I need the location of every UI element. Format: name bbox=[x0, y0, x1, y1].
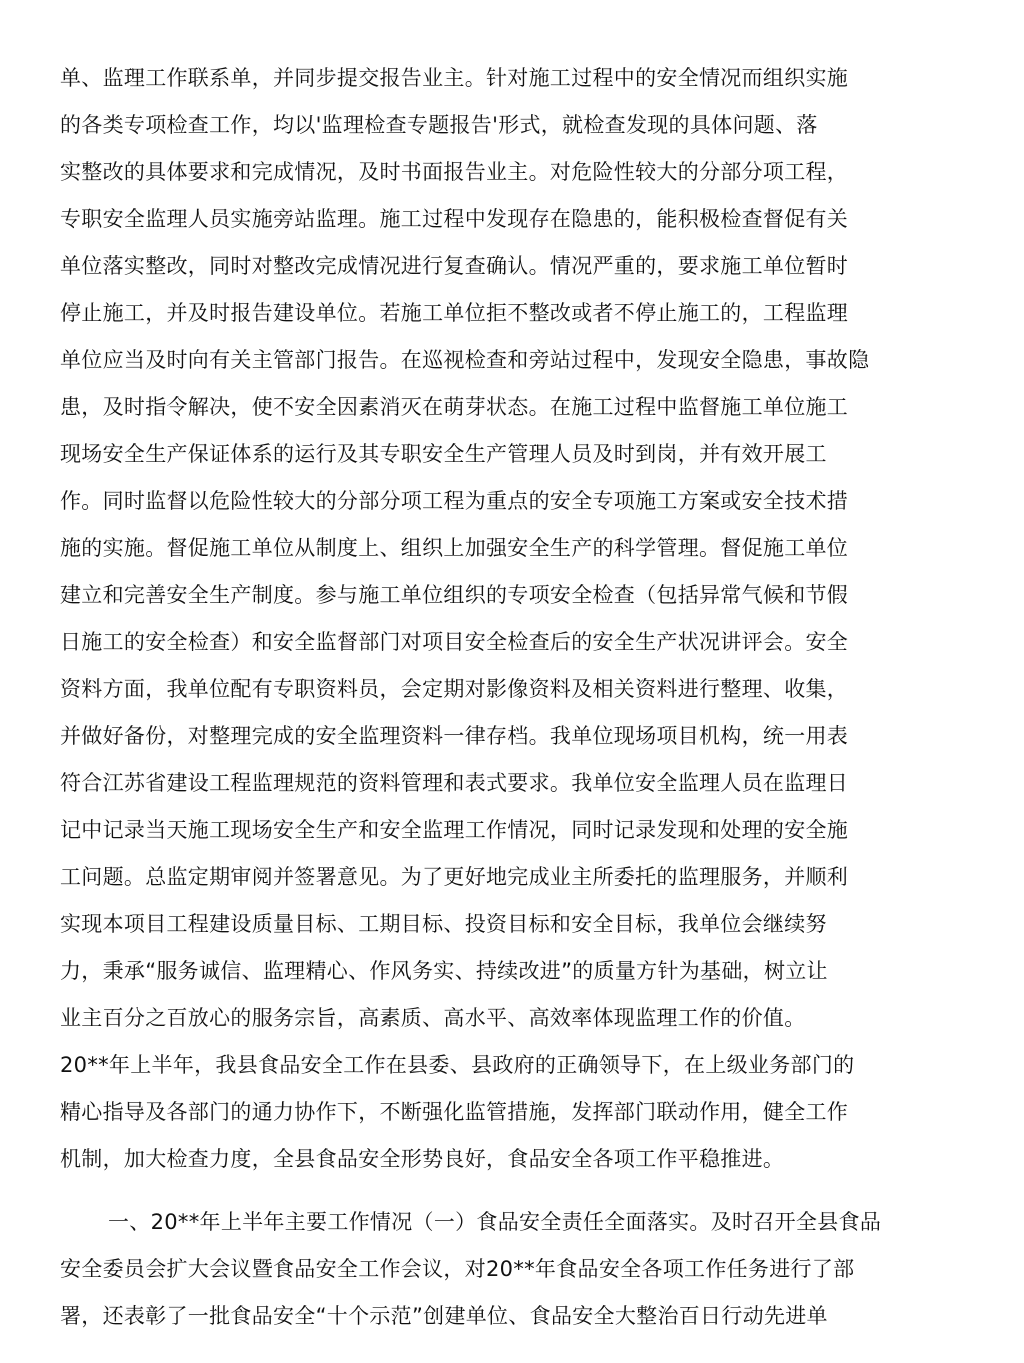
text-line-19: 实现本项目工程建设质量目标、工期目标、投资目标和安全目标，我单位会继续努 bbox=[60, 912, 827, 936]
text-line-12: 建立和完善安全生产制度。参与施工单位组织的专项安全检查（包括异常气候和节假 bbox=[60, 583, 849, 607]
text-line-23: 精心指导及各部门的通力协作下，不断强化监管措施，发挥部门联动作用，健全工作 bbox=[60, 1100, 849, 1124]
text-line-1: 单、监理工作联系单，并同步提交报告业主。针对施工过程中的安全情况而组织实施 bbox=[60, 66, 849, 90]
text-line-7: 单位应当及时向有关主管部门报告。在巡视检查和旁站过程中，发现安全隐患，事故隐 bbox=[60, 348, 870, 372]
text-line-15: 并做好备份，对整理完成的安全监理资料一律存档。我单位现场项目机构，统一用表 bbox=[60, 724, 849, 748]
text-line-25: 一、20**年上半年主要工作情况（一）食品安全责任全面落实。及时召开全县食品 bbox=[108, 1210, 882, 1234]
text-line-9: 现场安全生产保证体系的运行及其专职安全生产管理人员及时到岗，并有效开展工 bbox=[60, 442, 827, 466]
text-line-16: 符合江苏省建设工程监理规范的资料管理和表式要求。我单位安全监理人员在监理日 bbox=[60, 771, 849, 795]
text-line-3: 实整改的具体要求和完成情况，及时书面报告业主。对危险性较大的分部分项工程， bbox=[60, 160, 849, 184]
text-line-14: 资料方面，我单位配有专职资料员，会定期对影像资料及相关资料进行整理、收集， bbox=[60, 677, 849, 701]
text-line-4: 专职安全监理人员实施旁站监理。施工过程中发现存在隐患的，能积极检查督促有关 bbox=[60, 207, 849, 231]
text-line-20: 力，秉承“服务诚信、监理精心、作风务实、持续改进”的质量方针为基础，树立让 bbox=[60, 959, 828, 983]
text-line-5: 单位落实整改，同时对整改完成情况进行复查确认。情况严重的，要求施工单位暂时 bbox=[60, 254, 849, 278]
text-line-2: 的各类专项检查工作，均以'监理检查专题报告'形式，就检查发现的具体问题、落 bbox=[60, 113, 818, 137]
text-line-22: 20**年上半年，我县食品安全工作在县委、县政府的正确领导下，在上级业务部门的 bbox=[60, 1053, 855, 1077]
text-line-21: 业主百分之百放心的服务宗旨，高素质、高水平、高效率体现监理工作的价值。 bbox=[60, 1006, 806, 1030]
text-line-10: 作。同时监督以危险性较大的分部分项工程为重点的安全专项施工方案或安全技术措 bbox=[60, 489, 849, 513]
text-line-24: 机制，加大检查力度，全县食品安全形势良好，食品安全各项工作平稳推进。 bbox=[60, 1147, 785, 1171]
text-line-6: 停止施工，并及时报告建设单位。若施工单位拒不整改或者不停止施工的，工程监理 bbox=[60, 301, 849, 325]
text-line-27: 署，还表彰了一批食品安全“十个示范”创建单位、食品安全大整治百日行动先进单 bbox=[60, 1304, 828, 1328]
text-line-8: 患，及时指令解决，使不安全因素消灭在萌芽状态。在施工过程中监督施工单位施工 bbox=[60, 395, 849, 419]
text-line-13: 日施工的安全检查）和安全监督部门对项目安全检查后的安全生产状况讲评会。安全 bbox=[60, 630, 849, 654]
text-line-18: 工问题。总监定期审阅并签署意见。为了更好地完成业主所委托的监理服务，并顺利 bbox=[60, 865, 849, 889]
text-line-11: 施的实施。督促施工单位从制度上、组织上加强安全生产的科学管理。督促施工单位 bbox=[60, 536, 849, 560]
text-line-26: 安全委员会扩大会议暨食品安全工作会议，对20**年食品安全各项工作任务进行了部 bbox=[60, 1257, 855, 1281]
text-line-17: 记中记录当天施工现场安全生产和安全监理工作情况，同时记录发现和处理的安全施 bbox=[60, 818, 849, 842]
